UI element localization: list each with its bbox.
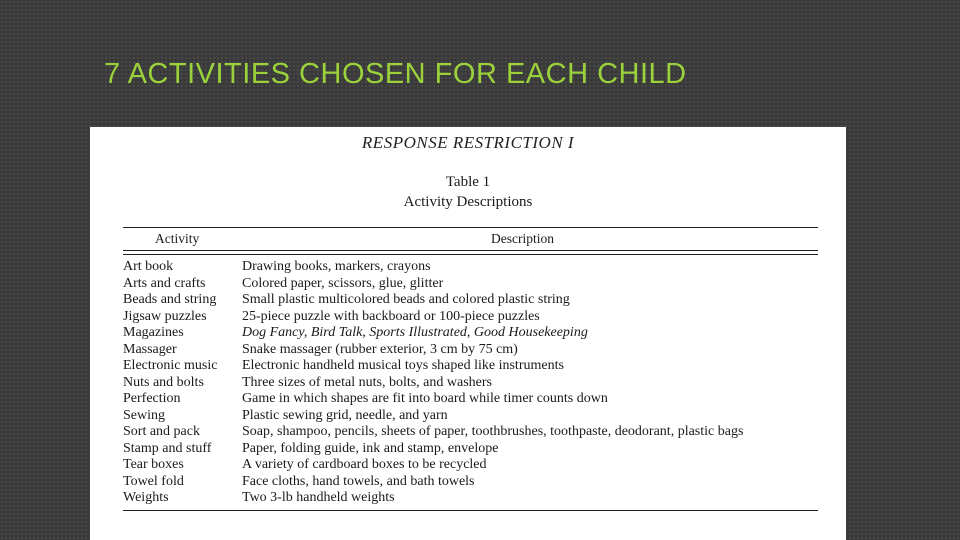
- table-top-rule: [123, 227, 818, 228]
- table-row: [123, 292, 823, 309]
- table-bottom-rule: [123, 510, 818, 511]
- activity-cell: Arts and crafts: [123, 275, 206, 291]
- column-header-description: Description: [491, 231, 554, 246]
- description-cell: Electronic handheld musical toys shaped like instruments: [242, 358, 564, 373]
- table-caption: Activity Descriptions: [403, 194, 533, 210]
- activity-cell: Nuts and bolts: [123, 374, 204, 390]
- description-cell: Face cloths, hand towels, and bath towels: [242, 473, 475, 489]
- description-cell: Two 3-lb handheld weights: [242, 490, 395, 505]
- header-rule-lower: [123, 254, 818, 255]
- table-row: [123, 441, 823, 458]
- table-row: [123, 276, 823, 293]
- table-row: [123, 424, 823, 441]
- table-row: [123, 457, 823, 474]
- activity-cell: Massager: [123, 341, 177, 357]
- description-cell: 25-piece puzzle with backboard or 100-piece puzzles: [242, 308, 540, 324]
- table-row: [123, 325, 823, 342]
- running-head: RESPONSE RESTRICTION I: [361, 133, 575, 152]
- table-number: Table 1: [445, 174, 491, 190]
- activity-cell: Jigsaw puzzles: [123, 308, 207, 324]
- table-row: [123, 391, 823, 408]
- activity-cell: Towel fold: [123, 473, 184, 489]
- header-rule-upper: [123, 250, 818, 251]
- activity-cell: Tear boxes: [123, 457, 184, 472]
- activity-cell: Magazines: [123, 325, 184, 340]
- description-cell: Paper, folding guide, ink and stamp, envelope: [242, 440, 499, 456]
- description-cell: Colored paper, scissors, glue, glitter: [242, 275, 444, 291]
- activity-cell: Electronic music: [123, 358, 218, 373]
- table-row: [123, 375, 823, 392]
- table-row: [123, 474, 823, 491]
- table-row: [123, 309, 823, 326]
- activity-cell: Sort and pack: [123, 424, 200, 439]
- table-row: [123, 342, 823, 359]
- document-image: [90, 127, 846, 540]
- table-row: [123, 408, 823, 425]
- activity-cell: Sewing: [123, 407, 165, 423]
- description-cell: Soap, shampoo, pencils, sheets of paper, toothbrushes, toothpaste, deodorant, plastic bags: [242, 424, 744, 439]
- table-body: [123, 259, 823, 507]
- description-cell: Snake massager (rubber exterior, 3 cm by 75 cm): [242, 341, 518, 357]
- slide-title: 7 ACTIVITIES CHOSEN FOR EACH CHILD: [104, 58, 687, 90]
- description-cell: Plastic sewing grid, needle, and yarn: [242, 407, 448, 423]
- description-cell: A variety of cardboard boxes to be recycled: [242, 457, 487, 472]
- description-cell: Dog Fancy, Bird Talk, Sports Illustrated, Good Housekeeping: [242, 325, 588, 340]
- activity-cell: Weights: [123, 490, 169, 505]
- table-row: [123, 259, 823, 276]
- description-cell: Three sizes of metal nuts, bolts, and washers: [242, 374, 492, 390]
- description-cell: Game in which shapes are fit into board while timer counts down: [242, 391, 608, 406]
- description-cell: Small plastic multicolored beads and colored plastic string: [242, 292, 570, 307]
- activity-cell: Art book: [123, 259, 174, 274]
- column-header-activity: Activity: [155, 231, 200, 246]
- description-cell: Drawing books, markers, crayons: [242, 259, 431, 274]
- activity-cell: Stamp and stuff: [123, 440, 212, 456]
- table-row: [123, 490, 823, 507]
- table-row: [123, 358, 823, 375]
- activity-cell: Beads and string: [123, 292, 217, 307]
- activity-cell: Perfection: [123, 391, 181, 406]
